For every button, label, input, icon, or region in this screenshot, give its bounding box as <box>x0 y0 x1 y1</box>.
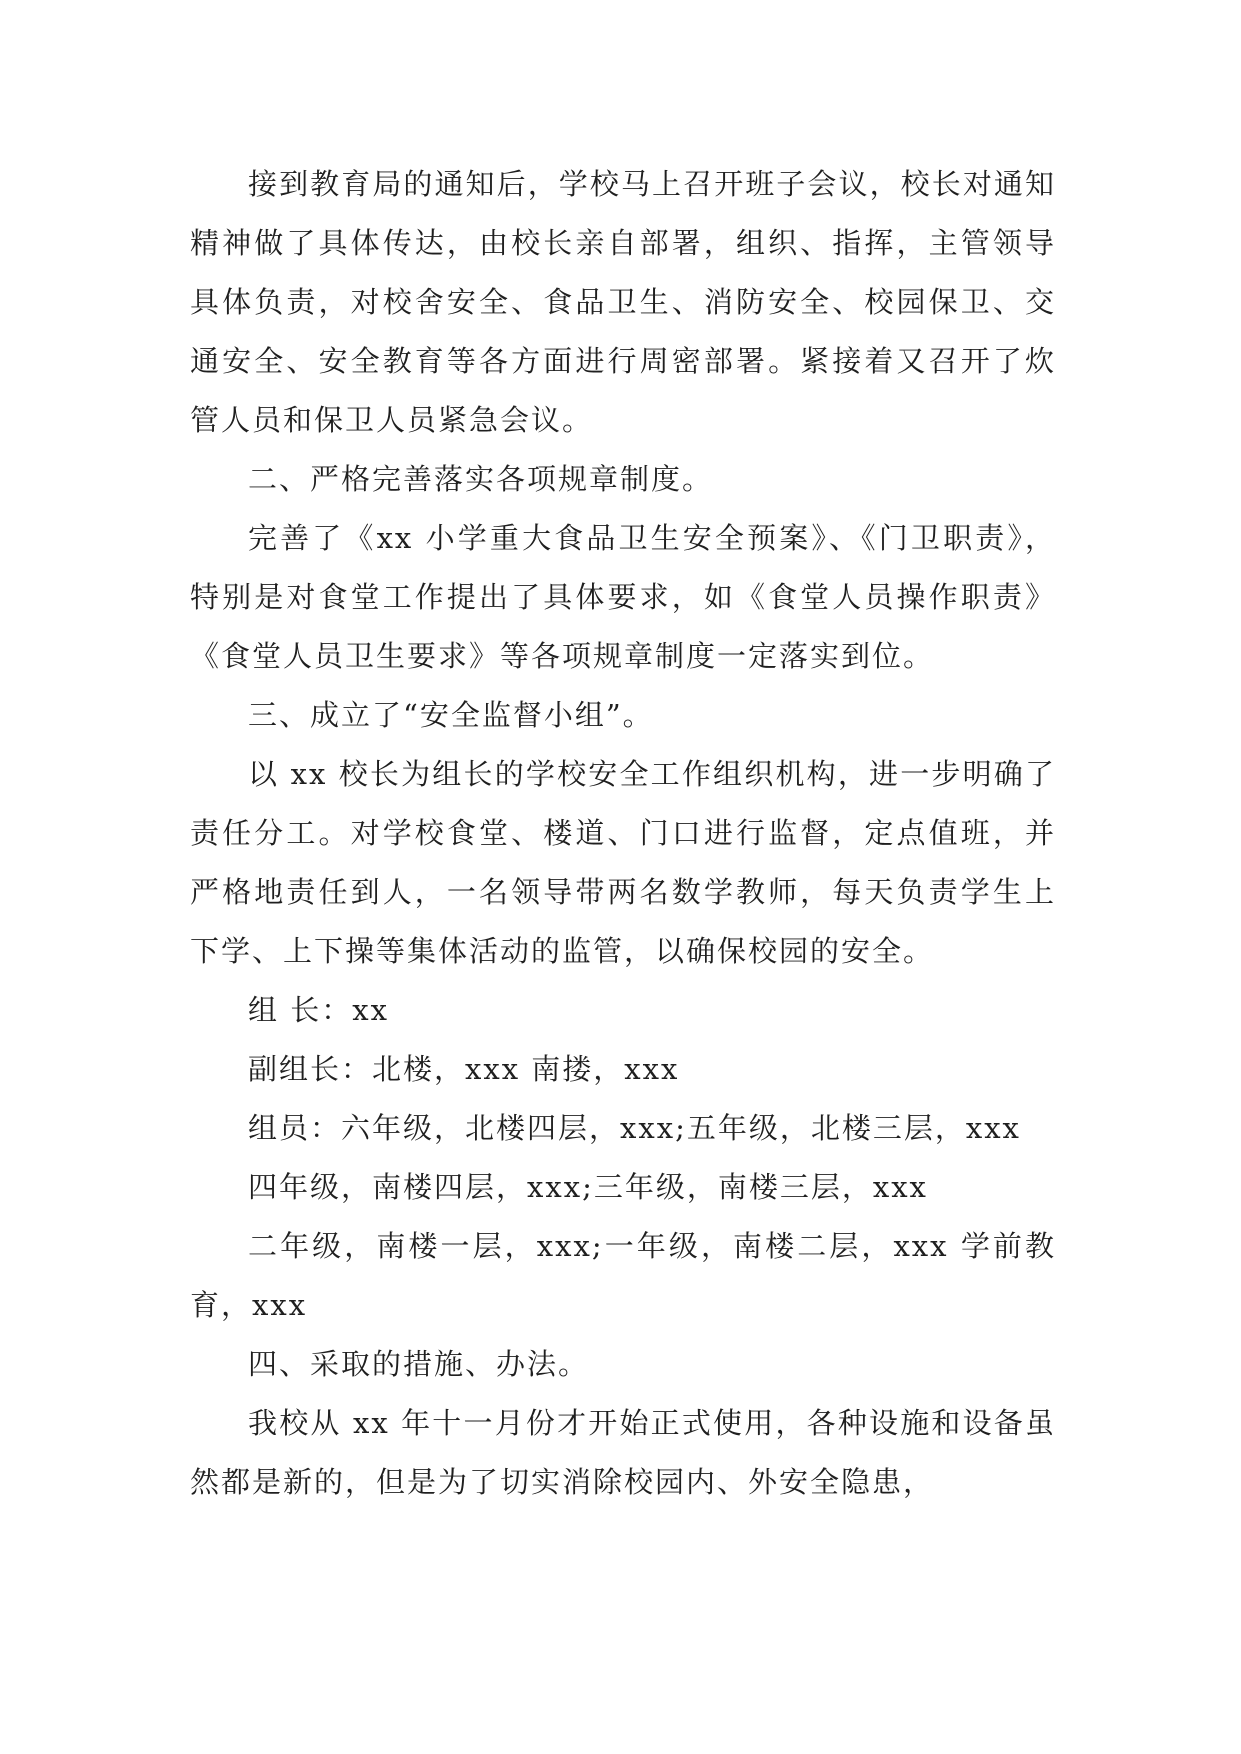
paragraph-regulations: 完善了《xx 小学重大食品卫生安全预案》、《门卫职责》，特别是对食堂工作提出了具体要求，如《食堂人员操作职责》《食堂人员卫生要求》等各项规章制度一定落实到位。 <box>190 521 1056 673</box>
heading-section-3: 三、成立了“安全监督小组”。 <box>248 698 654 732</box>
paragraph-measures: 我校从 xx 年十一月份才开始正式使用，各种设施和设备虽然都是新的，但是为了切实消除校园内、外安全隐患， <box>190 1406 1056 1499</box>
members-line-1: 组员：六年级，北楼四层，xxx;五年级，北楼三层，xxx <box>248 1111 1021 1145</box>
paragraph-meeting: 接到教育局的通知后，学校马上召开班子会议，校长对通知精神做了具体传达，由校长亲自部署，组织、指挥，主管领导具体负责，对校舍安全、食品卫生、消防安全、校园保卫、交通安全、安全教育等各方面进行周密部署。紧接着又召开了炊管人员和保卫人员紧急会议。 <box>190 167 1056 437</box>
members-line-3: 二年级，南楼一层，xxx;一年级，南楼二层，xxx 学前教育，xxx <box>190 1229 1056 1322</box>
document-body <box>190 155 1056 1512</box>
members-line-2: 四年级，南楼四层，xxx;三年级，南楼三层，xxx <box>248 1170 928 1204</box>
paragraph-supervision-group: 以 xx 校长为组长的学校安全工作组织机构，进一步明确了责任分工。对学校食堂、楼道、门口进行监督，定点值班，并严格地责任到人，一名领导带两名数学教师，每天负责学生上下学、上下操等集体活动的监管，以确保校园的安全。 <box>190 757 1056 968</box>
deputy-leader-line: 副组长：北楼，xxx 南搂，xxx <box>248 1052 680 1086</box>
heading-section-2: 二、严格完善落实各项规章制度。 <box>248 462 714 496</box>
group-leader-line: 组 长：xx <box>248 993 389 1027</box>
heading-section-4: 四、采取的措施、办法。 <box>248 1347 590 1381</box>
